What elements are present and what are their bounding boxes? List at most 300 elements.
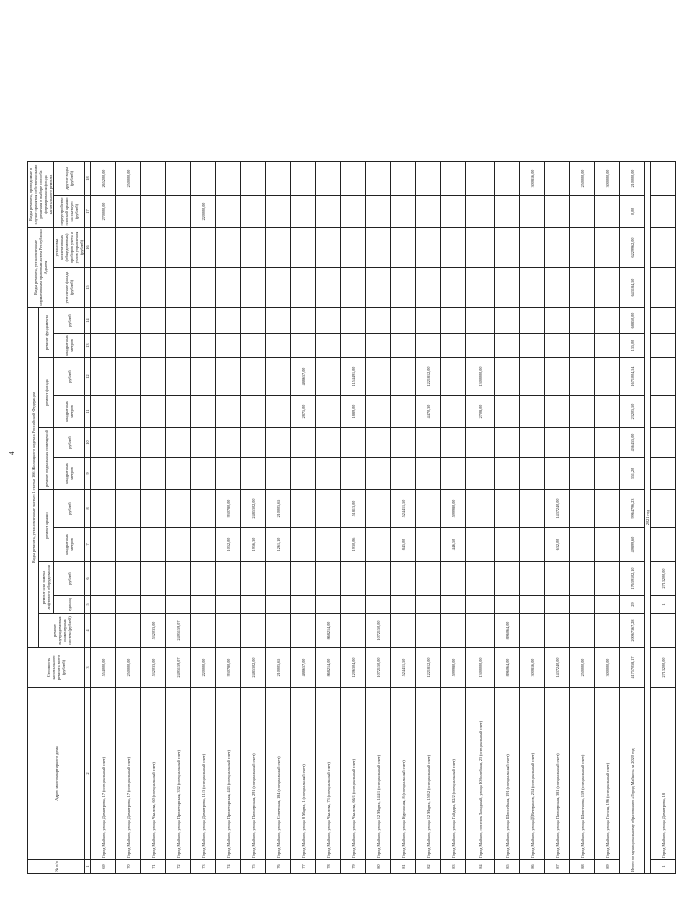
row-cell — [266, 196, 291, 228]
row-cell — [570, 228, 595, 268]
row-cell: 1437240,00 — [545, 490, 570, 528]
row-cell — [316, 428, 341, 458]
row-cell — [595, 614, 620, 648]
row-cell — [116, 596, 141, 614]
row-cell — [341, 228, 366, 268]
row-cell — [570, 490, 595, 528]
column-number: 4 — [85, 614, 91, 648]
row-cell — [191, 528, 216, 562]
row-address: Город Майкоп, улица 12 Марта, 144/1 (специальный счет) — [366, 688, 391, 860]
row-cell: 2708,00 — [466, 396, 495, 428]
row-cell — [116, 614, 141, 648]
row-cell — [266, 596, 291, 614]
row-cell — [91, 596, 116, 614]
table-row — [495, 162, 520, 874]
row-cell — [141, 162, 166, 196]
row-cell — [366, 308, 391, 334]
row-cell — [91, 490, 116, 528]
row-address: Город Майкоп, улица Чкалова, 73 (специальный счет) — [316, 688, 341, 860]
row-cell — [466, 308, 495, 334]
row-cell — [545, 268, 570, 308]
row-number: 76 — [266, 860, 291, 874]
row-cell — [441, 358, 466, 396]
row-cell — [466, 162, 495, 196]
header-sqm: квадратных метров — [54, 528, 85, 562]
row-cell: 1154491,00 — [341, 358, 366, 396]
row-cell — [441, 562, 466, 596]
row-cell — [241, 458, 266, 490]
row-address: Город Майкоп, улица Пролетарская, 443 (специальный счет) — [216, 688, 241, 860]
table-row — [366, 162, 391, 874]
row-cell — [391, 334, 416, 358]
row-cell — [316, 196, 341, 228]
header-rub: рублей — [54, 428, 85, 458]
row-cell — [595, 334, 620, 358]
row-cell — [91, 228, 116, 268]
row-cell — [341, 308, 366, 334]
header-sqm: квадратных метров — [54, 334, 85, 358]
row-cell — [141, 228, 166, 268]
row-cell — [91, 334, 116, 358]
row-cell — [651, 490, 676, 528]
row-cell — [651, 458, 676, 490]
row-cell — [316, 358, 341, 396]
row-cell — [316, 458, 341, 490]
row-address: Город Майкоп, улица票Ветеранов, 234 (специальный счет) — [520, 688, 545, 860]
row-cell — [416, 334, 441, 358]
row-cell — [366, 228, 391, 268]
row-cell — [166, 596, 191, 614]
row-total: 868214,00 — [316, 648, 341, 688]
row-cell — [570, 528, 595, 562]
row-cell: 1930,06 — [341, 528, 366, 562]
row-cell — [116, 228, 141, 268]
total-cell: 9964796,23 — [620, 490, 645, 528]
row-cell — [291, 614, 316, 648]
row-cell — [391, 614, 416, 648]
total-cell: 0,00 — [620, 196, 645, 228]
row-cell — [216, 308, 241, 334]
row-cell — [520, 596, 545, 614]
row-number: 85 — [495, 860, 520, 874]
row-cell: 2713200,00 — [651, 562, 676, 596]
row-total: 524411,50 — [391, 648, 416, 688]
row-cell — [520, 428, 545, 458]
column-number: 7 — [85, 528, 91, 562]
total-cell: 17639102,10 — [620, 562, 645, 596]
table-row — [545, 162, 570, 874]
row-cell — [266, 614, 291, 648]
row-cell — [341, 334, 366, 358]
column-number: 12 — [85, 358, 91, 396]
row-cell — [116, 562, 141, 596]
row-cell — [416, 528, 441, 562]
row-total: 1221812,00 — [416, 648, 441, 688]
row-cell — [266, 334, 291, 358]
row-cell — [495, 596, 520, 614]
header-regional: Виды ремонта, установленные нормативным правовым актом Республики Адыгея — [28, 228, 54, 308]
row-cell — [366, 428, 391, 458]
row-cell — [141, 396, 166, 428]
row-cell — [441, 596, 466, 614]
total-cell: 68850,00 — [620, 308, 645, 334]
row-cell — [216, 614, 241, 648]
row-cell — [116, 268, 141, 308]
row-total: 210005,65 — [266, 648, 291, 688]
table-row — [191, 162, 216, 874]
row-number: 86 — [520, 860, 545, 874]
row-cell: 488657,00 — [291, 358, 316, 396]
row-cell — [241, 614, 266, 648]
row-cell — [495, 358, 520, 396]
row-cell — [391, 308, 416, 334]
row-cell — [545, 458, 570, 490]
row-cell — [316, 528, 341, 562]
header-rub: рублей — [54, 308, 85, 334]
row-total: 554000,00 — [91, 648, 116, 688]
row-cell — [166, 490, 191, 528]
row-number: 84 — [466, 860, 495, 874]
row-cell — [191, 358, 216, 396]
row-cell — [216, 268, 241, 308]
table-row — [116, 162, 141, 874]
row-cell: 446,50 — [441, 528, 466, 562]
row-cell — [166, 334, 191, 358]
row-address: Город Майкоп, улица Чкалова, 66/1 (специальный счет) — [341, 688, 366, 860]
row-cell — [441, 308, 466, 334]
row-cell — [166, 458, 191, 490]
row-cell — [441, 162, 466, 196]
row-cell — [166, 428, 191, 458]
row-cell — [316, 562, 341, 596]
header-rub: рублей — [54, 562, 85, 596]
row-cell — [216, 396, 241, 428]
row-cell — [595, 196, 620, 228]
row-cell: 300000,00 — [595, 162, 620, 196]
row-cell: 265200,00 — [91, 162, 116, 196]
row-address: Город Майкоп, улица 12 Марта, 150/2 (специальный счет) — [416, 688, 441, 860]
row-total: 532033,00 — [141, 648, 166, 688]
row-cell — [341, 268, 366, 308]
row-cell — [520, 396, 545, 428]
row-total: 1300000,00 — [466, 648, 495, 688]
column-number: 18 — [85, 162, 91, 196]
row-cell: 250000,00 — [570, 162, 595, 196]
row-cell — [520, 528, 545, 562]
header-rub: рублей — [54, 358, 85, 396]
row-cell — [91, 428, 116, 458]
row-address: Город Майкоп, улица Димитрова, 17 (специальный счет) — [116, 688, 141, 860]
row-cell — [466, 334, 495, 358]
row-cell: 896064,00 — [495, 614, 520, 648]
row-cell — [520, 458, 545, 490]
row-cell — [520, 196, 545, 228]
row-address: Город Майкоп, улица Гайдара, 82/2 (специальный счет) — [441, 688, 466, 860]
table-row — [166, 162, 191, 874]
table-row — [291, 162, 316, 874]
row-address: Город Майкоп, улица Советская, 184 (специальный счет) — [266, 688, 291, 860]
row-cell — [416, 162, 441, 196]
row-cell — [316, 334, 341, 358]
row-cell — [91, 268, 116, 308]
row-cell — [441, 458, 466, 490]
row-cell — [291, 334, 316, 358]
row-cell — [651, 228, 676, 268]
row-cell — [595, 596, 620, 614]
row-cell — [366, 596, 391, 614]
total-cell: 20067367,28 — [620, 614, 645, 648]
row-number: 79 — [341, 860, 366, 874]
total-row — [620, 162, 645, 874]
column-number: 3 — [85, 648, 91, 688]
row-cell — [91, 528, 116, 562]
row-cell — [266, 458, 291, 490]
row-cell — [545, 428, 570, 458]
row-cell — [495, 162, 520, 196]
row-cell: 632,00 — [545, 528, 570, 562]
row-total: 300000,00 — [595, 648, 620, 688]
row-total: 1072150,00 — [366, 648, 391, 688]
row-cell — [266, 428, 291, 458]
row-cell — [416, 458, 441, 490]
row-cell — [266, 228, 291, 268]
row-cell — [316, 162, 341, 196]
row-cell — [316, 228, 341, 268]
row-cell: 1221812,00 — [416, 358, 441, 396]
row-cell — [466, 596, 495, 614]
row-cell — [91, 358, 116, 396]
row-address: Город Майкоп, улица Димитрова, 17 (специальный счет) — [91, 688, 116, 860]
row-cell: 4470,30 — [416, 396, 441, 428]
row-cell — [141, 458, 166, 490]
header-meters: установка коллективных (общедомовых) приборов учета и узлов управления (рублей) — [54, 228, 85, 268]
repair-table — [27, 161, 676, 874]
row-cell — [416, 596, 441, 614]
row-cell — [651, 614, 676, 648]
row-cell — [316, 596, 341, 614]
row-cell — [116, 528, 141, 562]
row-cell — [116, 334, 141, 358]
row-cell — [291, 196, 316, 228]
row-cell — [291, 596, 316, 614]
row-cell — [495, 490, 520, 528]
row-cell — [570, 396, 595, 428]
row-cell — [466, 528, 495, 562]
row-cell — [545, 228, 570, 268]
total-cell: 210000,00 — [620, 162, 645, 196]
row-cell — [191, 228, 216, 268]
row-cell: 524411,50 — [391, 490, 416, 528]
row-cell — [341, 596, 366, 614]
row-cell — [520, 308, 545, 334]
header-selfgov: Виды ремонта, проводимые в случае принятия собственниками решения о выборе способа формирования фонда капитального ремонта — [28, 162, 54, 228]
table-row — [416, 162, 441, 874]
row-cell — [466, 196, 495, 228]
row-cell — [366, 528, 391, 562]
row-cell — [291, 490, 316, 528]
row-cell — [416, 428, 441, 458]
row-number: 77 — [291, 860, 316, 874]
row-cell — [495, 268, 520, 308]
row-cell — [441, 614, 466, 648]
row-cell — [166, 228, 191, 268]
row-cell — [241, 396, 266, 428]
row-cell — [595, 458, 620, 490]
row-cell — [366, 334, 391, 358]
row-total: 896064,00 — [495, 648, 520, 688]
row-cell: 1 — [651, 596, 676, 614]
row-cell — [570, 334, 595, 358]
table-row — [570, 162, 595, 874]
table-row — [341, 162, 366, 874]
row-address: Город Майкоп, улица 8 Марта, 1 (специальный счет) — [291, 688, 316, 860]
row-cell: 1889,00 — [341, 396, 366, 428]
row-cell — [466, 428, 495, 458]
row-number: 72 — [166, 860, 191, 874]
row-cell — [241, 428, 266, 458]
row-cell — [116, 308, 141, 334]
row-cell — [141, 490, 166, 528]
row-total: 930780,00 — [216, 648, 241, 688]
row-cell — [316, 268, 341, 308]
row-address: Город Майкоп, улица Гоголя, 196 (специальный счет) — [595, 688, 620, 860]
row-number: 75 — [241, 860, 266, 874]
row-number: 69 — [91, 860, 116, 874]
row-cell — [545, 614, 570, 648]
row-cell — [466, 228, 495, 268]
row-cell — [570, 614, 595, 648]
row-cell — [441, 196, 466, 228]
row-address: Город Майкоп, улица Пролетарская, 332 (специальный счет) — [166, 688, 191, 860]
row-cell — [651, 528, 676, 562]
row-cell — [545, 562, 570, 596]
row-cell — [651, 162, 676, 196]
row-cell — [366, 458, 391, 490]
row-cell — [391, 458, 416, 490]
row-cell — [141, 596, 166, 614]
row-cell — [316, 308, 341, 334]
table-row — [316, 162, 341, 874]
total-sum: 41757058,17 — [620, 648, 645, 688]
total-cell: 23205,50 — [620, 396, 645, 428]
row-cell — [520, 358, 545, 396]
row-cell — [241, 596, 266, 614]
row-cell — [91, 308, 116, 334]
row-cell — [341, 458, 366, 490]
row-number: 74 — [216, 860, 241, 874]
row-cell — [316, 490, 341, 528]
header-address: Адрес многоквартирного дома — [28, 688, 85, 860]
column-number: 5 — [85, 596, 91, 614]
header-other: другие виды (рублей) — [54, 162, 85, 196]
header-warm: утепление фасада (рублей) — [54, 268, 85, 308]
row-cell — [391, 268, 416, 308]
row-cell — [166, 528, 191, 562]
row-cell — [216, 196, 241, 228]
row-cell — [191, 396, 216, 428]
row-number: 73 — [191, 860, 216, 874]
row-cell — [416, 562, 441, 596]
row-cell — [241, 162, 266, 196]
row-cell: 2875,00 — [291, 396, 316, 428]
row-cell — [316, 396, 341, 428]
row-total: 599980,00 — [441, 648, 466, 688]
row-cell — [291, 428, 316, 458]
row-cell — [570, 596, 595, 614]
row-cell — [266, 358, 291, 396]
row-total: 2495159,07 — [166, 648, 191, 688]
header-cost: Стоимость капитального ремонта всего (рублей) — [28, 648, 85, 688]
table-row — [241, 162, 266, 874]
row-cell — [651, 334, 676, 358]
row-cell: 250000,00 — [116, 162, 141, 196]
row-cell — [191, 268, 216, 308]
row-cell — [570, 308, 595, 334]
row-cell — [166, 162, 191, 196]
row-cell — [416, 490, 441, 528]
row-cell — [216, 334, 241, 358]
row-cell — [495, 396, 520, 428]
row-address: Город Майкоп, улица Шоссейная, 191 (специальный счет) — [495, 688, 520, 860]
row-number: 78 — [316, 860, 341, 874]
row-total: 488657,00 — [291, 648, 316, 688]
row-cell — [266, 162, 291, 196]
row-cell — [341, 428, 366, 458]
column-number: 6 — [85, 562, 91, 596]
table-row — [216, 162, 241, 874]
row-cell — [391, 358, 416, 396]
header-basement: ремонт подвальных помещений — [39, 428, 54, 490]
row-cell: 2495159,07 — [166, 614, 191, 648]
row-cell — [341, 162, 366, 196]
row-cell — [391, 596, 416, 614]
row-cell — [141, 562, 166, 596]
row-cell — [416, 614, 441, 648]
row-cell — [595, 562, 620, 596]
row-cell — [441, 428, 466, 458]
row-cell — [91, 458, 116, 490]
row-number: 71 — [141, 860, 166, 874]
row-cell — [191, 614, 216, 648]
row-cell — [545, 308, 570, 334]
row-cell — [495, 458, 520, 490]
row-cell — [570, 562, 595, 596]
row-cell — [166, 268, 191, 308]
row-cell — [466, 268, 495, 308]
row-cell — [241, 562, 266, 596]
row-cell: 1956,30 — [241, 528, 266, 562]
row-cell — [291, 162, 316, 196]
row-cell — [495, 334, 520, 358]
table-row — [595, 162, 620, 874]
row-cell — [291, 268, 316, 308]
table-row — [466, 162, 495, 874]
row-cell — [141, 308, 166, 334]
row-cell: 1052,00 — [216, 528, 241, 562]
row-address: Город Майкоп, поселок Западный, улица Юбилейная, 23 (специальный счет) — [466, 688, 495, 860]
row-cell — [545, 358, 570, 396]
row-number: 82 — [416, 860, 441, 874]
row-cell — [466, 458, 495, 490]
row-cell — [216, 562, 241, 596]
row-total: 1437240,00 — [545, 648, 570, 688]
row-cell — [166, 308, 191, 334]
row-total: 250000,00 — [570, 648, 595, 688]
row-cell — [141, 268, 166, 308]
table-row — [266, 162, 291, 874]
row-cell — [141, 428, 166, 458]
row-cell — [570, 428, 595, 458]
